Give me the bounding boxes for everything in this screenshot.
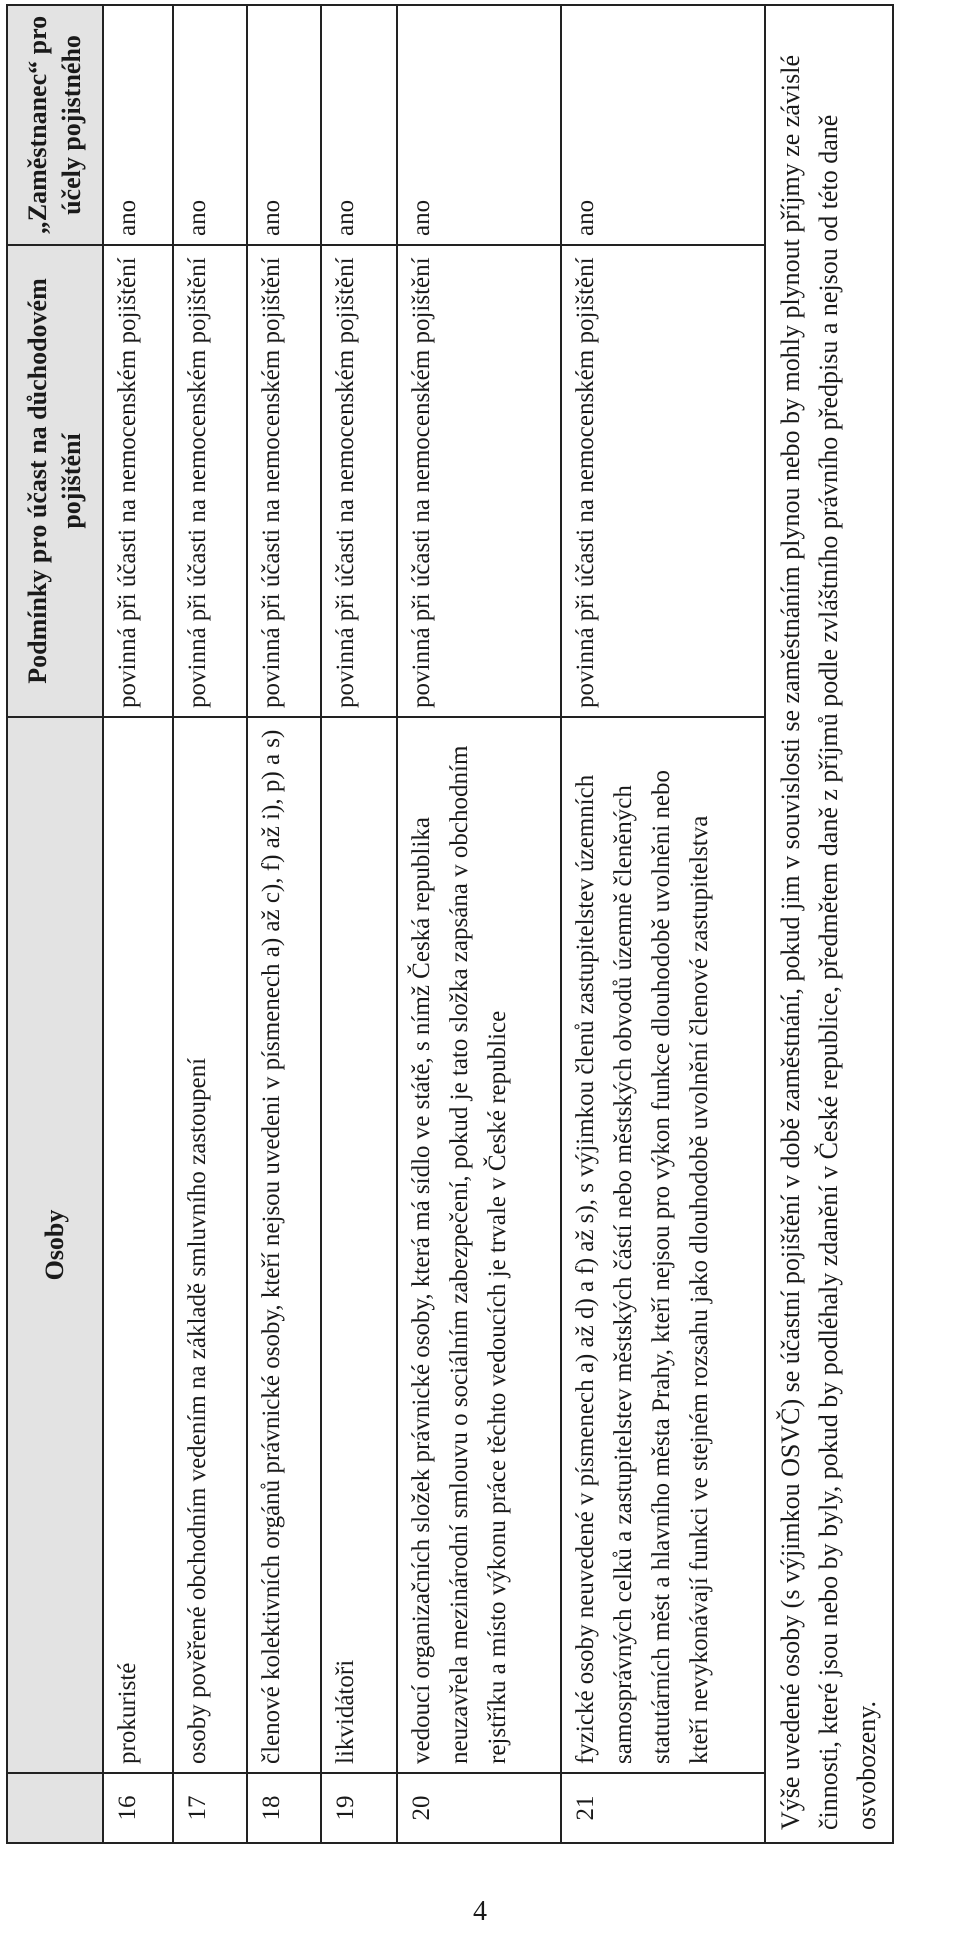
table-note: Výše uvedené osoby (s výjimkou OSVČ) se účastní pojištění v době zaměstnání, pokud jim v souvislosti se zaměstnáním plynou nebo by mohly plynout příjmy ze závislé činnosti, které jsou nebo by byly, pokud by podléhaly zdanění v České republice, předmětem daně z příjmů podle zvláštního právního předpisu a nejsou od této daně osvobozeny.	[765, 5, 893, 1843]
row-podminky: povinná při účasti na nemocenském pojištění	[247, 245, 321, 717]
persons-table	[6, 4, 894, 1844]
header-zamestnanec: „Zaměstnanec“ pro účely pojistného	[7, 5, 103, 245]
table-note-row	[765, 5, 893, 1843]
row-zamestnanec: ano	[397, 5, 561, 245]
row-podminky: povinná při účasti na nemocenském pojištění	[561, 245, 765, 717]
row-zamestnanec: ano	[173, 5, 247, 245]
row-podminky: povinná při účasti na nemocenském pojištění	[321, 245, 397, 717]
header-number	[7, 1773, 103, 1843]
row-osoby: prokuristé	[103, 717, 173, 1773]
row-zamestnanec: ano	[103, 5, 173, 245]
table-row	[561, 5, 765, 1843]
table-row	[103, 5, 173, 1843]
header-osoby: Osoby	[7, 717, 103, 1773]
row-podminky: povinná při účasti na nemocenském pojištění	[173, 245, 247, 717]
row-osoby: fyzické osoby neuvedené v písmenech a) až d) a f) až s), s výjimkou členů zastupitelstev územních samosprávných celků a zastupitelstev městských částí nebo městských obvodů územně členěných statutárních měst a hlavního města Prahy, kteří nejsou pro výkon funkce dlouhodobě uvolněni nebo kteří nevykonávají funkci ve stejném rozsahu jako dlouhodobě uvolnění členové zastupitelstva	[561, 717, 765, 1773]
table-row	[397, 5, 561, 1843]
header-podminky: Podmínky pro účast na důchodovém pojištění	[7, 245, 103, 717]
table-row	[321, 5, 397, 1843]
page-number: 4	[473, 1896, 487, 1927]
row-number: 21	[561, 1773, 765, 1843]
row-osoby: likvidátoři	[321, 717, 397, 1773]
row-zamestnanec: ano	[321, 5, 397, 245]
row-osoby: členové kolektivních orgánů právnické osoby, kteří nejsou uvedeni v písmenech a) až c), f) až i), p) a s)	[247, 717, 321, 1773]
row-number: 20	[397, 1773, 561, 1843]
row-number: 16	[103, 1773, 173, 1843]
table-header-row	[7, 5, 103, 1843]
table-row	[173, 5, 247, 1843]
row-zamestnanec: ano	[247, 5, 321, 245]
row-number: 19	[321, 1773, 397, 1843]
row-zamestnanec: ano	[561, 5, 765, 245]
table-row	[247, 5, 321, 1843]
row-osoby: osoby pověřené obchodním vedením na základě smluvního zastoupení	[173, 717, 247, 1773]
row-osoby: vedoucí organizačních složek právnické osoby, která má sídlo ve státě, s nímž Česká republika neuzavřela mezinárodní smlouvu o sociálním zabezpečení, pokud je tato složka zapsána v obchodním rejstříku a místo výkonu práce těchto vedoucích je trvale v České republice	[397, 717, 561, 1773]
row-number: 18	[247, 1773, 321, 1843]
row-podminky: povinná při účasti na nemocenském pojištění	[397, 245, 561, 717]
row-podminky: povinná při účasti na nemocenském pojištění	[103, 245, 173, 717]
row-number: 17	[173, 1773, 247, 1843]
